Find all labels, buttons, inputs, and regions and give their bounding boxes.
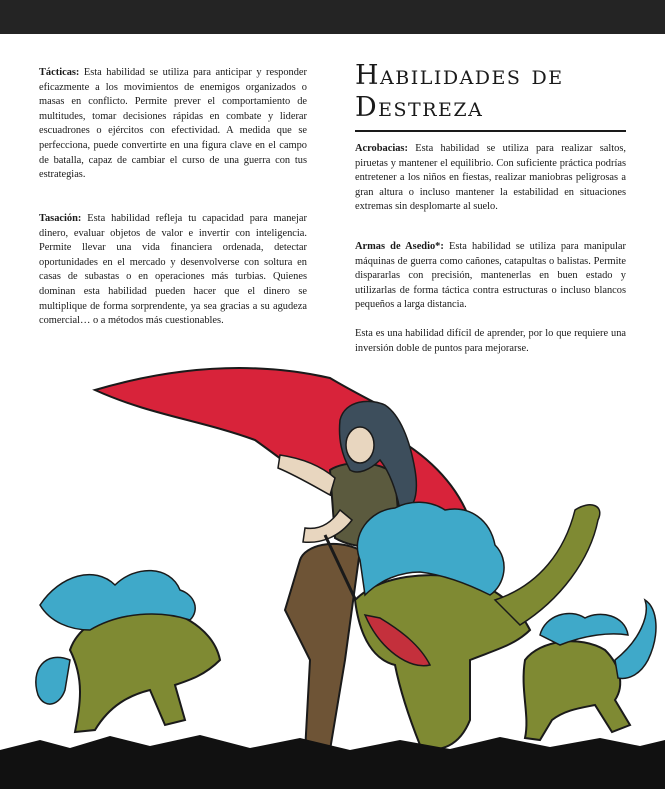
- skill-description: Esta habilidad se utiliza para realizar saltos, piruetas y mantener el equilibrio. Con suficiente práctica podrías entretener a los niños en fiestas, realizar maniobras peligrosas a gran altura o incluso mantener la estabilidad en situaciones extremas sin desplomarte al suelo.: [355, 143, 626, 213]
- warrior-face: [346, 427, 374, 463]
- skill-description: Esta habilidad refleja tu capacidad para manejar dinero, evaluar objetos de valor e invertir con inteligencia. Permite llevar una vida financiera ordenada, detectar oportunidades en el mercado y desenvolverse con soltura en casas de subastas o en operaciones más turbias. Quienes dominan esta habilidad pueden hacer que el dinero se multiplique de forma sorprendente, ya sea gracias a su agudeza comercial… o a métodos más cuestionables.: [39, 213, 307, 327]
- warrior-with-raptors-illustration: [0, 360, 665, 789]
- skill-tacticas: [39, 66, 307, 183]
- skill-tasacion: [39, 212, 307, 329]
- skill-description: Esta habilidad se utiliza para manipular máquinas de guerra como cañones, catapultas o balistas. Permite dispararlas con precisión, mantenerlas en buen estado y utilizarlas de forma táctica contra estructuras o incluso blancos pequeños a larga distancia.: [355, 241, 626, 311]
- skill-term: Tasación:: [39, 213, 82, 224]
- raptor-left-tail: [36, 657, 70, 704]
- raptor-right-body: [524, 641, 630, 740]
- skill-acrobacias: [355, 142, 626, 215]
- warrior-legs: [285, 544, 360, 752]
- note-text: Esta es una habilidad difícil de aprender, por lo que requiere una inversión doble de puntos para mejorarse.: [355, 328, 626, 354]
- top-bar: [0, 0, 665, 34]
- skill-armas-de-asedio: [355, 240, 626, 313]
- raptor-right-feathers: [540, 613, 628, 645]
- page-title: Habilidades de Destreza: [355, 60, 564, 123]
- skill-term: Acrobacias:: [355, 143, 408, 154]
- ground: [0, 735, 665, 789]
- title-divider: [355, 130, 626, 132]
- raptor-center-tail: [495, 505, 600, 625]
- skill-note: [355, 327, 626, 356]
- skill-description: Esta habilidad se utiliza para anticipar y responder eficazmente a los movimientos de enemigos organizados o masas en conflicto. Permite prever el comportamiento de multitudes, tomar decisiones rápidas en combate y liderar escuadrones o ejércitos con efectividad. A medida que se perfecciona, puede convertirte en una figura clave en el campo de batalla, capaz de cambiar el curso de una guerra con tus estrategias.: [39, 67, 307, 181]
- raptor-right-tail: [615, 600, 656, 678]
- skill-term: Tácticas:: [39, 67, 80, 78]
- skill-term: Armas de Asedio*:: [355, 241, 444, 252]
